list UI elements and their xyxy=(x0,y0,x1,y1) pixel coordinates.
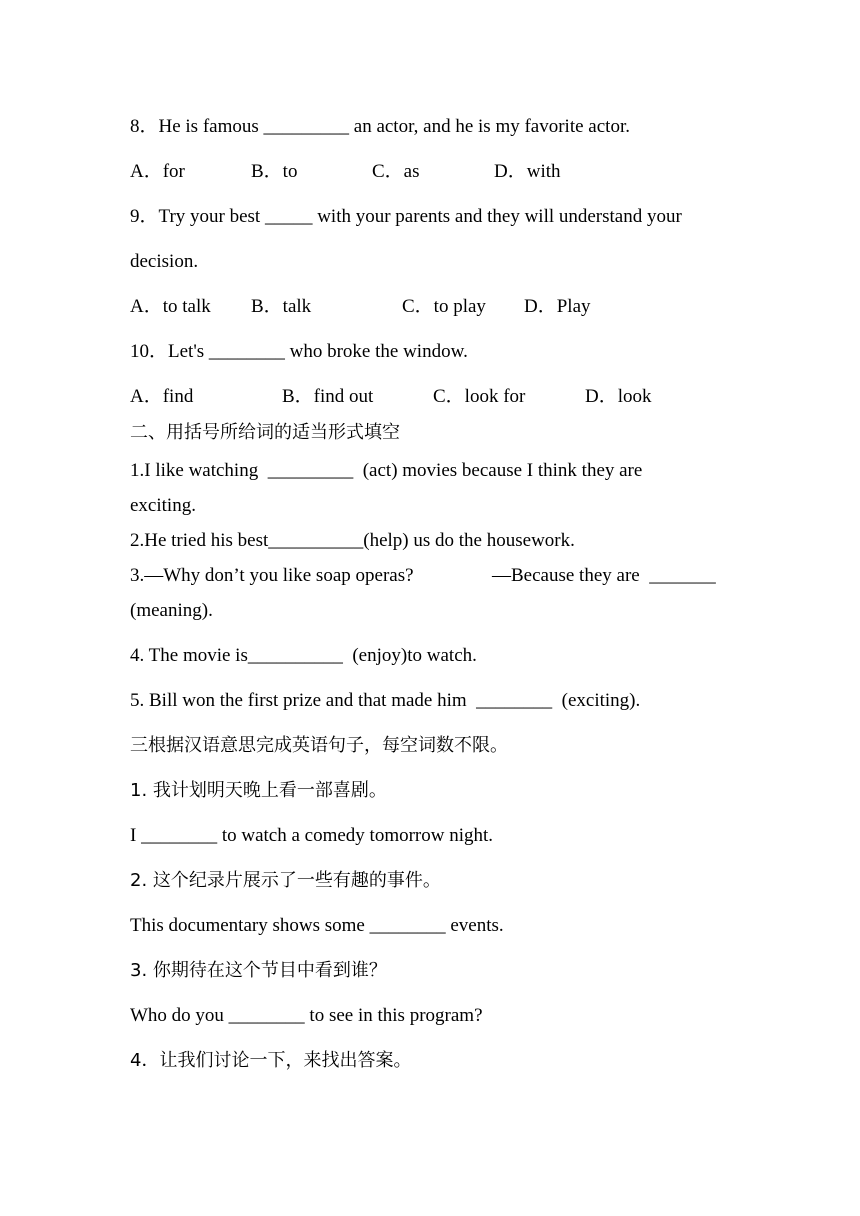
question-8-option-b: B．to xyxy=(251,161,298,182)
question-8-option-a: A．for xyxy=(130,161,185,182)
section-2-q1-text: 1.I like watching xyxy=(130,460,259,481)
question-8-option-c: C．as xyxy=(372,161,420,182)
section-2-q2-blank: __________ xyxy=(268,530,364,551)
section-2-q2-text: 2.He tried his best xyxy=(130,530,269,551)
question-9-stem: 9．Try your best _____ with your parents and they will understand your xyxy=(130,206,682,227)
section-2-q4-text: 4. The movie is xyxy=(130,645,248,666)
section-2-q1-continued: exciting. xyxy=(130,495,196,516)
question-10-option-d: D．look xyxy=(585,386,652,407)
section-3-item-1-english: I ________ to watch a comedy tomorrow night. xyxy=(130,825,494,846)
section-3-item-3-english: Who do you ________ to see in this program? xyxy=(130,1005,483,1026)
section-2-q5 xyxy=(130,689,640,713)
question-9-option-b: B．talk xyxy=(251,296,312,317)
section-2-q3-response-text: —Because they are xyxy=(492,565,640,586)
section-2-q1-text-end: (act) movies because I think they are xyxy=(362,460,643,481)
section-3-item-3-chinese: 3. 你期待在这个节目中看到谁？ xyxy=(130,960,387,981)
section-3-item-2-english: This documentary shows some ________ events. xyxy=(130,915,504,936)
section-3-heading: 三根据汉语意思完成英语句子，每空词数不限。 xyxy=(130,735,508,756)
question-8-option-d: D．with xyxy=(494,161,561,182)
section-2-q3: 3.—Why don’t you like soap operas? xyxy=(130,565,414,586)
question-10-stem: 10．Let's ________ who broke the window. xyxy=(130,341,468,362)
question-8-stem: 8．He is famous _________ an actor, and he is my favorite actor. xyxy=(130,116,630,137)
question-9-option-c: C．to play xyxy=(402,296,486,317)
section-2-q4-text-end: (enjoy)to watch. xyxy=(352,645,477,666)
section-3-item-4-chinese: 4．让我们讨论一下，来找出答案。 xyxy=(130,1050,412,1071)
section-2-q5-blank: ________ xyxy=(476,690,553,711)
section-2-q3-response xyxy=(492,564,716,588)
section-2-q4 xyxy=(130,644,477,668)
question-10-option-b: B．find out xyxy=(282,386,374,407)
section-2-q4-blank: __________ xyxy=(247,645,343,666)
section-3-item-1-chinese: 1. 我计划明天晚上看一部喜剧。 xyxy=(130,780,387,801)
section-2-q3-blank: _______ xyxy=(649,565,716,586)
question-9-stem-continued: decision. xyxy=(130,251,199,272)
section-2-q3-continued: (meaning). xyxy=(130,600,213,621)
section-2-q1-blank: _________ xyxy=(267,460,354,481)
section-2-q2-text-end: (help) us do the housework. xyxy=(363,530,575,551)
section-3-item-2-chinese: 2. 这个纪录片展示了一些有趣的事件。 xyxy=(130,870,441,891)
section-2-q2 xyxy=(130,529,575,553)
question-9-option-a: A．to talk xyxy=(130,296,211,317)
question-10-option-c: C．look for xyxy=(433,386,526,407)
question-9-option-d: D．Play xyxy=(524,296,591,317)
section-2-q5-text: 5. Bill won the first prize and that made him xyxy=(130,690,467,711)
section-2-heading: 二、用括号所给词的适当形式填空 xyxy=(130,422,400,443)
question-10-option-a: A．find xyxy=(130,386,194,407)
section-2-q5-text-end: (exciting). xyxy=(561,690,641,711)
section-2-q1 xyxy=(130,459,642,483)
